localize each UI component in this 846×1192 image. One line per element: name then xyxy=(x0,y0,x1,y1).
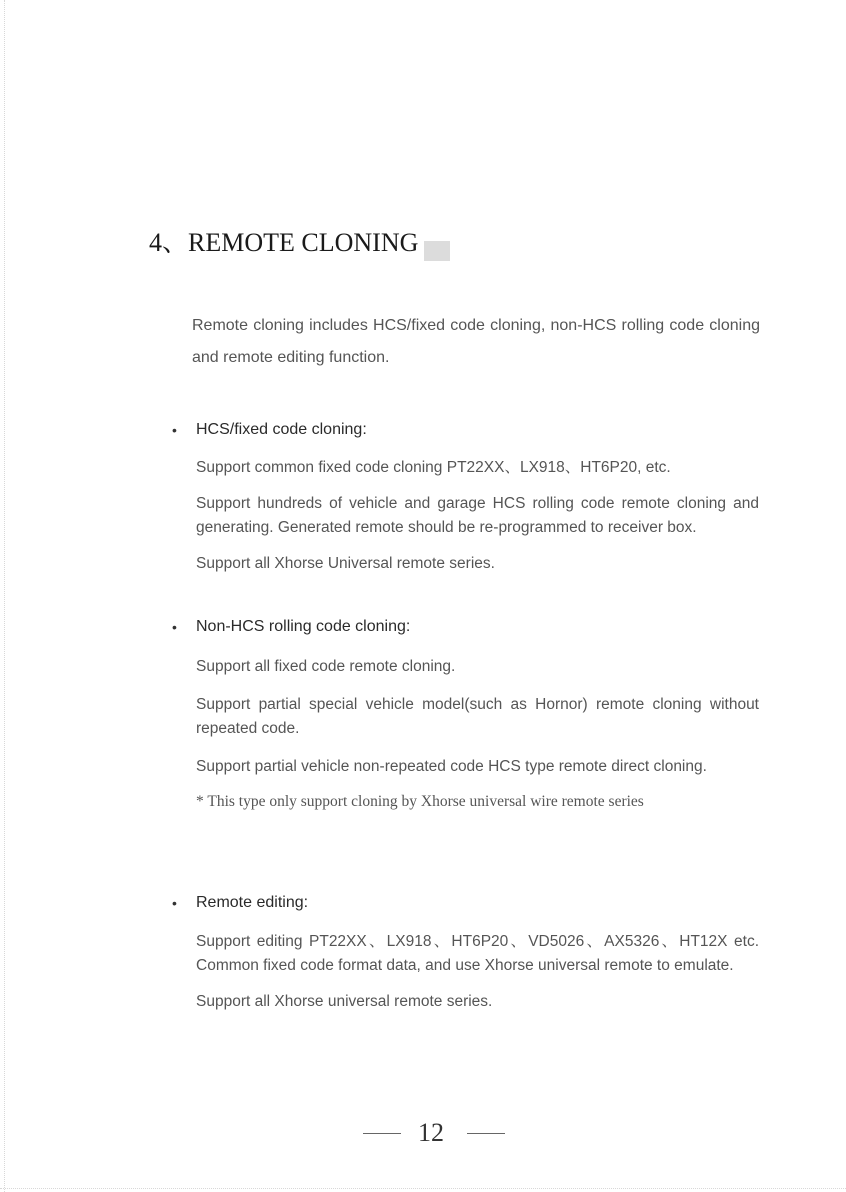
section-number: 4、 xyxy=(149,228,189,257)
section-title: REMOTE CLONING xyxy=(188,228,419,257)
page-border-bottom xyxy=(0,1188,846,1189)
intro-paragraph: Remote cloning includes HCS/fixed code cloning, non-HCS rolling code cloning and remote editing function. xyxy=(192,317,760,366)
section-paragraph: Support common fixed code cloning PT22XX、LX918、HT6P20, etc. xyxy=(196,459,671,476)
section-paragraph: Support all Xhorse Universal remote series. xyxy=(196,555,495,572)
section-note: * This type only support cloning by Xhorse universal wire remote series xyxy=(196,793,644,810)
section-paragraph: Support hundreds of vehicle and garage HCS rolling code remote cloning and generating. Generated remote should be re-programmed to receiver box. xyxy=(196,495,759,536)
section-paragraph: Support all Xhorse universal remote series. xyxy=(196,993,493,1010)
footer-rule-right xyxy=(467,1133,505,1134)
bullet-icon: • xyxy=(172,619,177,635)
page-number: 12 xyxy=(418,1118,444,1147)
section-paragraph: Support editing PT22XX、LX918、HT6P20、VD5026、AX5326、HT12X etc. Common fixed code format data, and use Xhorse universal remote to emulate. xyxy=(196,933,759,974)
bullet-title: Non-HCS rolling code cloning: xyxy=(196,618,411,635)
bullet-title-row xyxy=(172,421,762,443)
bullet-title: HCS/fixed code cloning: xyxy=(196,421,367,438)
bullet-icon: • xyxy=(172,895,177,911)
footer-rule-left xyxy=(363,1133,401,1134)
section-hcs-fixed-code-cloning xyxy=(172,421,762,576)
bullet-icon: • xyxy=(172,422,177,438)
section-paragraph: Support partial special vehicle model(such as Hornor) remote cloning without repeated code. xyxy=(196,696,759,737)
section-remote-editing xyxy=(172,894,762,1014)
bullet-title: Remote editing: xyxy=(196,894,309,911)
section-heading xyxy=(149,222,418,259)
page-border-left xyxy=(4,0,5,1192)
bullet-title-row xyxy=(172,618,762,640)
section-non-hcs-rolling-code-cloning xyxy=(172,618,762,811)
bullet-title-row xyxy=(172,894,762,916)
section-paragraph: Support partial vehicle non-repeated code HCS type remote direct cloning. xyxy=(196,758,707,775)
section-paragraph: Support all fixed code remote cloning. xyxy=(196,658,456,675)
heading-marker xyxy=(424,241,450,261)
